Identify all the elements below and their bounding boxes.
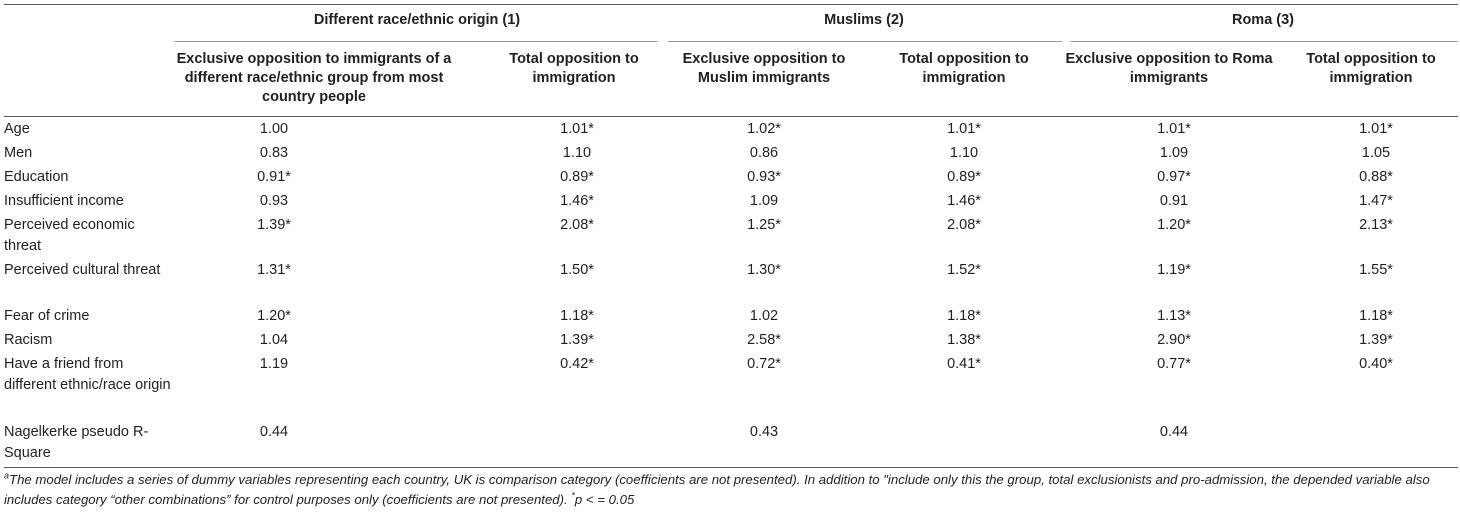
table-cell: 0.89*	[947, 169, 981, 185]
table-cell: 0.93	[259, 193, 289, 209]
table-cell: 1.00	[259, 121, 289, 137]
table-row	[4, 191, 1458, 215]
table-cell: 1.46*	[560, 193, 594, 209]
subheader-roma-exclusive: Exclusive opposition to Roma immigrants	[1065, 51, 1273, 86]
table-cell: 1.39*	[1359, 332, 1393, 348]
row-label: Men	[4, 145, 33, 161]
table-cell: 1.01*	[1359, 121, 1393, 137]
table-cell: 1.50*	[560, 262, 594, 278]
table-cell: 1.46*	[947, 193, 981, 209]
subheader-race-total: Total opposition to immigration	[509, 51, 639, 86]
table-cell: 2.08*	[560, 217, 594, 233]
row-label: Have a friend from different ethnic/race origin	[4, 356, 171, 393]
table-row	[4, 354, 1458, 422]
row-label: Racism	[4, 332, 53, 348]
table-cell: 1.01*	[947, 121, 981, 137]
table-cell: 1.05	[1361, 145, 1391, 161]
table-cell: 1.20*	[257, 308, 291, 324]
table-cell: 1.02*	[747, 121, 781, 137]
table-cell: 0.42*	[560, 356, 594, 372]
table-cell: 1.39*	[257, 217, 291, 233]
table-row	[4, 260, 1458, 306]
table-cell: 1.19*	[1157, 262, 1191, 278]
table-cell: 0.41*	[947, 356, 981, 372]
significance-text: p < = 0.05	[574, 492, 635, 507]
row-label: Perceived cultural threat	[4, 262, 161, 278]
table-cell: 1.10	[949, 145, 979, 161]
table-cell: 0.44	[259, 424, 289, 440]
table-cell: 0.43	[749, 424, 779, 440]
table-row	[4, 330, 1458, 354]
table-cell: 1.18*	[947, 308, 981, 324]
table-cell: 1.13*	[1157, 308, 1191, 324]
table-cell: 0.89*	[560, 169, 594, 185]
table-cell: 0.44	[1159, 424, 1189, 440]
table-cell: 0.40*	[1359, 356, 1393, 372]
table-cell: 2.58*	[747, 332, 781, 348]
row-label: Fear of crime	[4, 308, 90, 324]
table-cell: 1.01*	[1157, 121, 1191, 137]
table-row	[4, 119, 1458, 143]
row-label: Perceived economic threat	[4, 217, 135, 254]
table-cell: 0.91*	[257, 169, 291, 185]
table-cell: 2.90*	[1157, 332, 1191, 348]
table-cell: 0.77*	[1157, 356, 1191, 372]
group-rule-muslims	[668, 41, 1062, 42]
table-cell: 1.52*	[947, 262, 981, 278]
table-cell: 2.13*	[1359, 217, 1393, 233]
subheader-muslims-exclusive: Exclusive opposition to Muslim immigrants	[682, 51, 846, 86]
table-cell: 1.47*	[1359, 193, 1393, 209]
table-cell: 1.09	[749, 193, 779, 209]
table-cell: 0.88*	[1359, 169, 1393, 185]
group-header-muslims: Muslims (2)	[824, 12, 904, 28]
group-rule-race	[174, 41, 658, 42]
group-rule-roma	[1070, 41, 1458, 42]
table-cell: 1.01*	[560, 121, 594, 137]
table-cell: 1.31*	[257, 262, 291, 278]
row-label: Age	[4, 121, 30, 137]
table-cell: 1.30*	[747, 262, 781, 278]
table-footnote	[4, 470, 1458, 510]
table-bottom-rule	[4, 467, 1458, 468]
table-row	[4, 215, 1458, 260]
table-top-rule	[4, 4, 1458, 5]
table-cell: 0.97*	[1157, 169, 1191, 185]
group-header-roma: Roma (3)	[1231, 12, 1295, 28]
table-cell: 1.20*	[1157, 217, 1191, 233]
table-cell: 0.93*	[747, 169, 781, 185]
group-header-race: Different race/ethnic origin (1)	[313, 12, 521, 28]
table-cell: 1.39*	[560, 332, 594, 348]
table-cell: 1.18*	[560, 308, 594, 324]
table-cell: 1.04	[259, 332, 289, 348]
table-cell: 1.10	[562, 145, 592, 161]
footnote-marker: a	[4, 470, 10, 481]
row-label: Education	[4, 169, 69, 185]
footnote-text: The model includes a series of dummy variables representing each country, UK is comparison category (coefficients are not presented). In addition to "include only this the group, total exclusionists and pro-admission, the depended variable also includes category “other combinations” for control purposes only (coefficients are not presented).	[4, 472, 1430, 507]
table-row	[4, 306, 1458, 330]
subheader-muslims-total: Total opposition to immigration	[899, 51, 1029, 86]
table-row	[4, 143, 1458, 167]
table-row	[4, 422, 1458, 467]
table-cell: 1.18*	[1359, 308, 1393, 324]
table-cell: 1.09	[1159, 145, 1189, 161]
table-cell: 0.86	[749, 145, 779, 161]
significance-marker: *	[571, 490, 575, 501]
table-row	[4, 167, 1458, 191]
table-cell: 1.38*	[947, 332, 981, 348]
row-label: Insufficient income	[4, 193, 124, 209]
table-cell: 1.19	[259, 356, 289, 372]
row-label: Nagelkerke pseudo R-Square	[4, 424, 149, 461]
table-cell: 0.91	[1159, 193, 1189, 209]
table-cell: 0.72*	[747, 356, 781, 372]
table-cell: 1.25*	[747, 217, 781, 233]
table-cell: 0.83	[259, 145, 289, 161]
table-cell: 1.55*	[1359, 262, 1393, 278]
subheader-roma-total: Total opposition to immigration	[1306, 51, 1436, 86]
header-bottom-rule	[4, 116, 1458, 117]
subheader-race-exclusive: Exclusive opposition to immigrants of a different race/ethnic group from most country people	[176, 51, 452, 105]
table-cell: 1.02	[749, 308, 779, 324]
table-cell: 2.08*	[947, 217, 981, 233]
